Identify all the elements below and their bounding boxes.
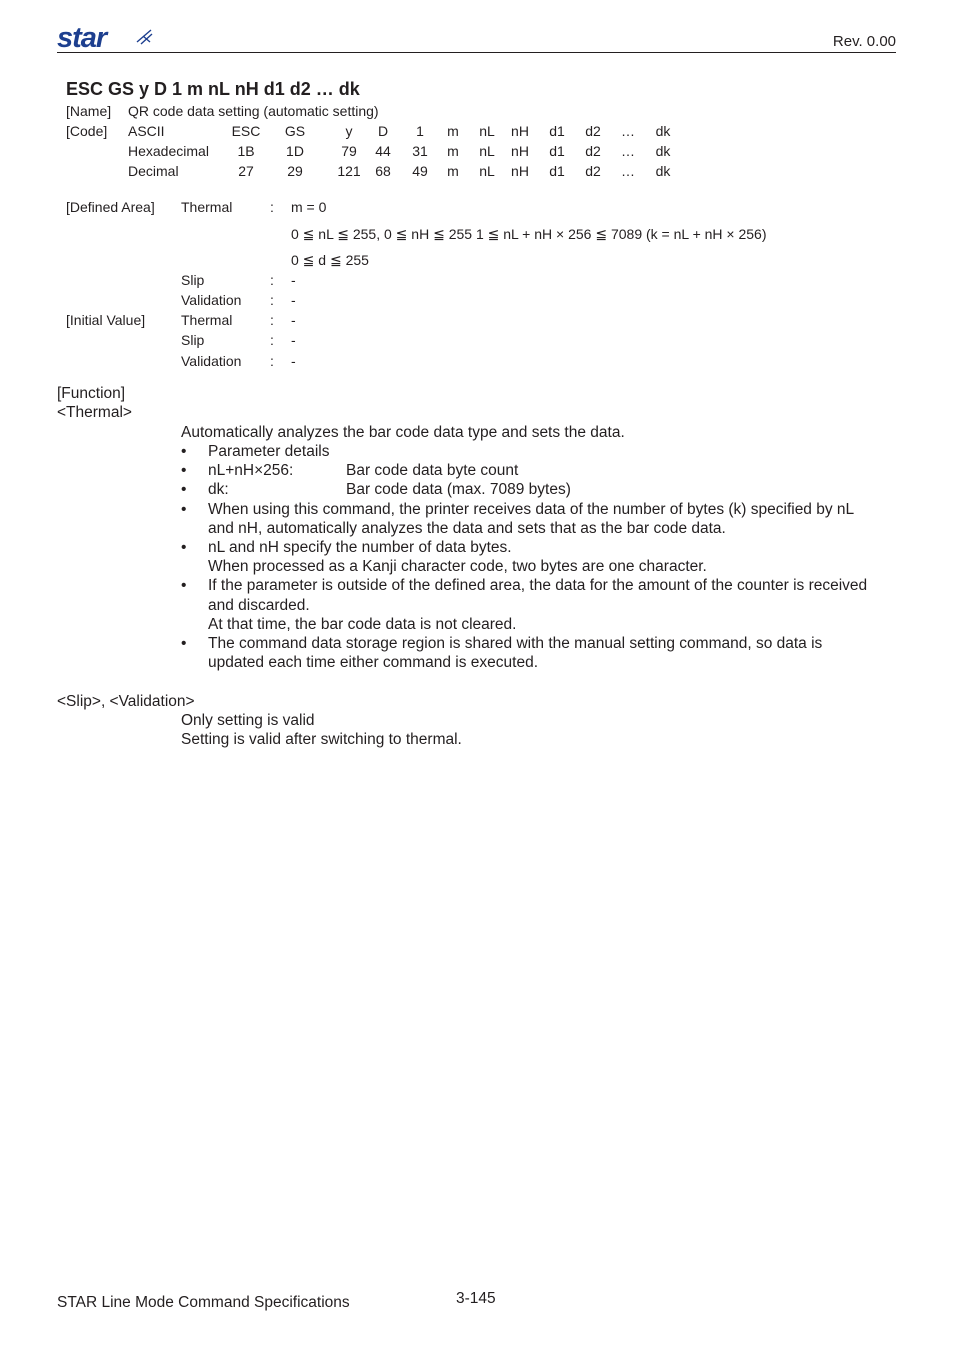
code-cell: nH [511,123,529,139]
name-value: QR code data setting (automatic setting) [128,103,379,119]
code-cell: dk [655,123,671,139]
bullet-text: nL and nH specify the number of data bytes. [208,539,512,556]
code-cell: nL [479,123,495,139]
code-cell: ESC [231,123,261,139]
code-cell: nH [511,143,529,159]
initial-value-colon: : [270,332,274,348]
defined-area-colon: : [270,272,274,288]
code-cell: nL [479,163,495,179]
code-cell: 1B [237,143,255,159]
defined-area-colon: : [270,199,274,215]
initial-value-value: - [291,353,296,369]
bullet-text: Parameter details [208,443,330,460]
defined-area-mode: Slip [181,272,205,288]
slip-line: Only setting is valid [181,712,315,729]
page-number: 3-145 [456,1290,496,1307]
bullet-text: updated each time either command is executed. [208,654,538,672]
code-row-label: Hexadecimal [128,143,209,159]
initial-value-value: - [291,332,296,348]
function-label: [Function] [57,385,126,402]
code-cell: 44 [375,143,391,159]
bullet-text: If the parameter is outside of the defined area, the data for the amount of the counter is received [208,577,868,595]
code-row-label: Decimal [128,163,179,179]
bullet-term: nL+nH×256: [208,462,294,480]
bullet-text: When processed as a Kanji character code, two bytes are one character. [208,558,707,576]
slip-validation-label: <Slip>, <Validation> [57,693,195,710]
defined-area-value: - [291,272,296,288]
code-cell: GS [284,123,306,139]
defined-area-colon: : [270,292,274,308]
initial-value-mode: Validation [181,353,242,369]
code-cell: 31 [412,143,428,159]
code-cell: 49 [412,163,428,179]
code-cell: 79 [341,143,357,159]
code-cell: nL [479,143,495,159]
bullet-text: The command data storage region is shared with the manual setting command, so data is [208,635,823,652]
bullet-text: and discarded. [208,596,310,614]
bullet-marker: • [181,481,187,499]
initial-value-colon: : [270,353,274,369]
defined-area-value: - [291,292,296,308]
code-cell: m [447,163,459,179]
star-logo-mark [137,30,152,44]
function-intro: Automatically analyzes the bar code data type and sets the data. [181,424,625,441]
header-divider [57,52,896,53]
initial-value-colon: : [270,312,274,328]
code-cell: d1 [549,163,565,179]
initial-value-label: [Initial Value] [66,312,146,328]
name-label: [Name] [66,103,112,119]
bullet-description: Bar code data (max. 7089 bytes) [346,481,571,499]
defined-area-label: [Defined Area] [66,199,155,215]
code-cell: … [621,123,635,139]
bullet-marker: • [181,462,187,480]
code-cell: 1 [416,123,424,139]
bullet-text: At that time, the bar code data is not cleared. [208,615,517,633]
footer-title: STAR Line Mode Command Specifications [57,1294,350,1311]
bullet-marker: • [181,443,187,460]
bullet-term: dk: [208,481,229,499]
defined-area-value: 0 ≦ d ≦ 255 [291,252,369,268]
code-cell: d1 [549,123,565,139]
code-cell: 68 [375,163,391,179]
bullet-description: Bar code data byte count [346,462,519,480]
code-label: [Code] [66,123,108,139]
code-cell: 1D [286,143,304,159]
code-cell: d2 [585,143,601,159]
code-cell: m [447,123,459,139]
defined-area-mode: Thermal [181,199,233,215]
code-cell: 27 [238,163,254,179]
code-cell: y [345,123,353,139]
star-logo [57,24,153,52]
code-row-label: ASCII [128,123,165,139]
code-cell: 121 [337,163,361,179]
bullet-marker: • [181,577,187,595]
code-cell: d1 [549,143,565,159]
bullet-text: When using this command, the printer receives data of the number of bytes (k) specified by nL [208,500,855,518]
code-cell: … [621,143,635,159]
slip-line: Setting is valid after switching to thermal. [181,731,462,748]
code-cell: d2 [585,163,601,179]
bullet-marker: • [181,500,187,518]
revision-label: Rev. 0.00 [832,33,896,50]
thermal-section-label: <Thermal> [57,404,132,421]
defined-area-mode: Validation [181,292,242,308]
initial-value-value: - [291,312,296,328]
code-cell: … [621,163,635,179]
code-cell: nH [511,163,529,179]
code-cell: dk [655,143,671,159]
initial-value-mode: Thermal [181,312,233,328]
bullet-text: and nH, automatically analyzes the data and sets that as the bar code data. [208,519,726,537]
bullet-marker: • [181,539,187,556]
code-cell: dk [655,163,671,179]
command-title: ESC GS y D 1 m nL nH d1 d2 … dk [66,79,360,99]
star-logo-text: star [57,24,107,52]
code-cell: 29 [287,163,303,179]
defined-area-value: m = 0 [291,199,327,215]
code-cell: m [447,143,459,159]
defined-area-value: 0 ≦ nL ≦ 255, 0 ≦ nH ≦ 255 1 ≦ nL + nH × 256 ≦ 7089 (k = nL + nH × 256) [291,226,767,242]
code-cell: d2 [585,123,601,139]
code-cell: D [377,123,389,139]
initial-value-mode: Slip [181,332,205,348]
bullet-marker: • [181,635,187,652]
